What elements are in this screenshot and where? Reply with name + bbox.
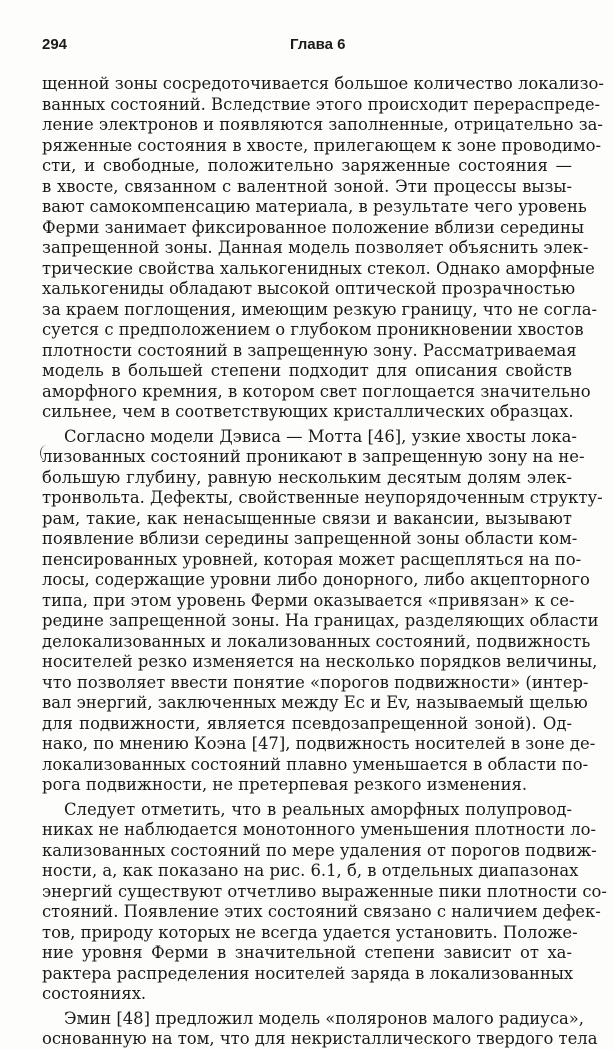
page-number: 294	[42, 36, 68, 53]
text-line: основанную на том, что для некристаллического твердого тела	[42, 1029, 598, 1048]
text-line: сильнее, чем в соответствующих кристаллических образцах.	[42, 402, 574, 421]
text-line: плотности состояний в запрещенную зону. Рассматриваемая	[42, 340, 577, 360]
paragraph	[42, 799, 607, 1005]
text-line: ности, а, как показано на рис. 6.1, б, в отдельных диапазонах	[42, 861, 579, 880]
text-line: модель в большей степени подходит для описания свойств	[42, 361, 572, 380]
text-line: суется с предположением о глубоком проникновении хвостов	[42, 320, 584, 339]
text-line: кализованных состояний по мере удаления от порогов подвиж-	[42, 840, 597, 860]
text-line: состояниях.	[42, 984, 147, 1003]
paragraph	[42, 1008, 598, 1050]
text-line: вал энергий, заключенных между Eс и Ev, называемый щелью	[42, 693, 588, 712]
text-line: нако, по мнению Коэна [47], подвижность носителей в зоне де-	[42, 734, 596, 753]
text-line: носителей резко изменяется на несколько порядков величины,	[42, 652, 598, 671]
text-line: появление вблизи середины запрещенной зоны области ком-	[42, 529, 578, 548]
text-line: пенсированных уровней, которая может расщепляться на по-	[42, 549, 582, 569]
text-line: лосы, содержащие уровни либо донорного, либо акцепторного	[42, 570, 590, 589]
text-line: никах не наблюдается монотонного уменьшения плотности ло-	[42, 820, 597, 839]
text-line: ванных состояний. Вследствие этого происходит перераспреде-	[42, 94, 601, 114]
text-line: рога подвижности, не претерпевая резкого изменения.	[42, 775, 528, 794]
text-line: щенной зоны сосредоточивается большое количество локализо-	[42, 74, 604, 93]
text-line: рактера распределения носителей заряда в локализованных	[42, 963, 574, 983]
text-line: локализованных состояний плавно уменьшается в области по-	[42, 754, 589, 774]
text-line: типа, при этом уровень Ферми оказывается «привязан» к се-	[42, 590, 575, 610]
text-line: сти, и свободные, положительно заряженные состояния —	[42, 156, 572, 175]
paragraph	[42, 426, 603, 796]
text-line: Эмин [48] предложил модель «поляронов малого радиуса»,	[64, 1008, 585, 1028]
text-line: ление электронов и появляются заполненные, отрицательно за-	[42, 115, 603, 134]
text-line: лизованных состояний проникают в запрещенную зону на не-	[42, 447, 585, 466]
text-line: тронвольта. Дефекты, свойственные неупорядоченным структу-	[42, 488, 603, 507]
text-line: трические свойства халькогенидных стекол. Однако аморфные	[42, 258, 595, 278]
text-line: вают самокомпенсацию материала, в результате чего уровень	[42, 197, 587, 216]
text-line: энергий существуют отчетливо выраженные пики плотности со-	[42, 881, 607, 901]
chapter-title: Глава 6	[290, 36, 346, 53]
text-line: большую глубину, равную нескольким десятым долям элек-	[42, 467, 572, 487]
handwritten-bracket-mark	[40, 445, 53, 461]
text-line: тов, природу которых не всегда удается установить. Положе-	[42, 922, 578, 942]
text-line: Согласно модели Дэвиса — Мотта [46], узкие хвосты лока-	[64, 426, 577, 446]
text-line: для подвижности, является псевдозапрещенной зоной). Од-	[42, 713, 572, 733]
text-line: запрещенной зоны. Данная модель позволяет объяснить элек-	[42, 238, 589, 257]
page-header	[42, 36, 572, 56]
text-line: за краем поглощения, имеющим резкую границу, что не согла-	[42, 299, 598, 319]
text-line: стояний. Появление этих состояний связано с наличием дефек-	[42, 902, 601, 921]
text-line: ряженные состояния в хвосте, прилегающем к зоне проводимо-	[42, 135, 602, 155]
text-line: редине запрещенной зоны. На границах, разделяющих области	[42, 611, 599, 630]
text-line: Следует отметить, что в реальных аморфных полупровод-	[64, 799, 572, 819]
text-line: аморфного кремния, в котором свет поглощается значительно	[42, 381, 591, 401]
text-line: делокализованных и локализованных состояний, подвижность	[42, 631, 591, 651]
paragraph	[42, 74, 604, 423]
text-line: в хвосте, связанном с валентной зоной. Эти процессы вызы-	[42, 176, 572, 196]
text-line: что позволяет ввести понятие «порогов подвижности» (интер-	[42, 672, 589, 692]
text-line: халькогениды обладают высокой оптической прозрачностью	[42, 279, 576, 298]
text-line: рам, такие, как ненасыщенные связи и вакансии, вызывают	[42, 508, 572, 528]
text-line: Ферми занимает фиксированное положение вблизи середины	[42, 217, 585, 237]
text-line: ние уровня Ферми в значительной степени зависит от ха-	[42, 943, 572, 962]
body-text	[42, 74, 607, 1050]
